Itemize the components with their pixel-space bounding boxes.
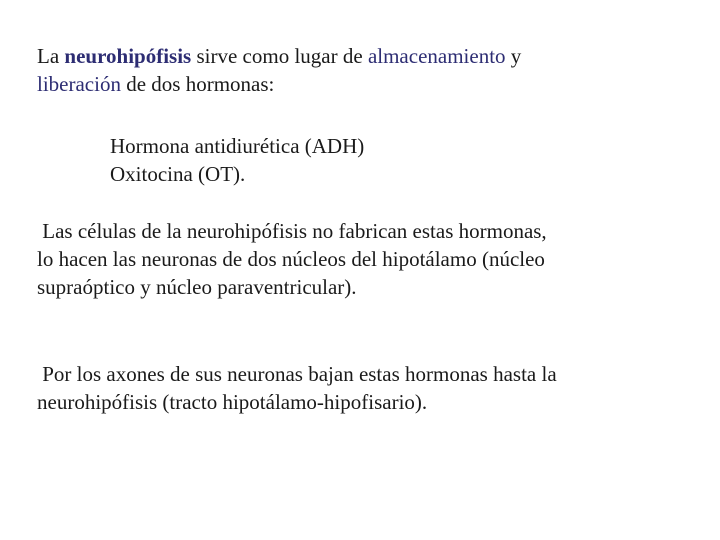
intro-rest-text: de dos hormonas: [120, 72, 275, 96]
intro-paragraph [37, 42, 521, 98]
cells-line-2: lo hacen las neuronas de dos núcleos del hipotálamo (núcleo [37, 247, 545, 271]
cells-paragraph [37, 217, 547, 301]
hormone-item-adh: Hormona antidiurética (ADH) [110, 134, 365, 158]
intro-article: La [37, 44, 65, 68]
term-almacenamiento: almacenamiento [367, 44, 506, 68]
intro-line-2 [37, 70, 521, 98]
axons-paragraph [37, 360, 557, 416]
cells-line-3: supraóptico y núcleo paraventricular). [37, 275, 357, 299]
term-neurohipofisis: neurohipófisis [64, 44, 192, 68]
cells-line-1: Las células de la neurohipófisis no fabrican estas hormonas, [37, 219, 547, 243]
intro-middle-text: sirve como lugar de [191, 44, 368, 68]
axons-line-2: neurohipófisis (tracto hipotálamo-hipofisario). [37, 390, 428, 414]
intro-end-text: y [505, 44, 522, 68]
hormone-item-ot: Oxitocina (OT). [110, 162, 246, 186]
axons-line-1: Por los axones de sus neuronas bajan estas hormonas hasta la [37, 362, 557, 386]
term-liberacion: liberación [37, 72, 121, 96]
hormone-list [110, 132, 364, 188]
intro-line-1 [37, 42, 521, 70]
